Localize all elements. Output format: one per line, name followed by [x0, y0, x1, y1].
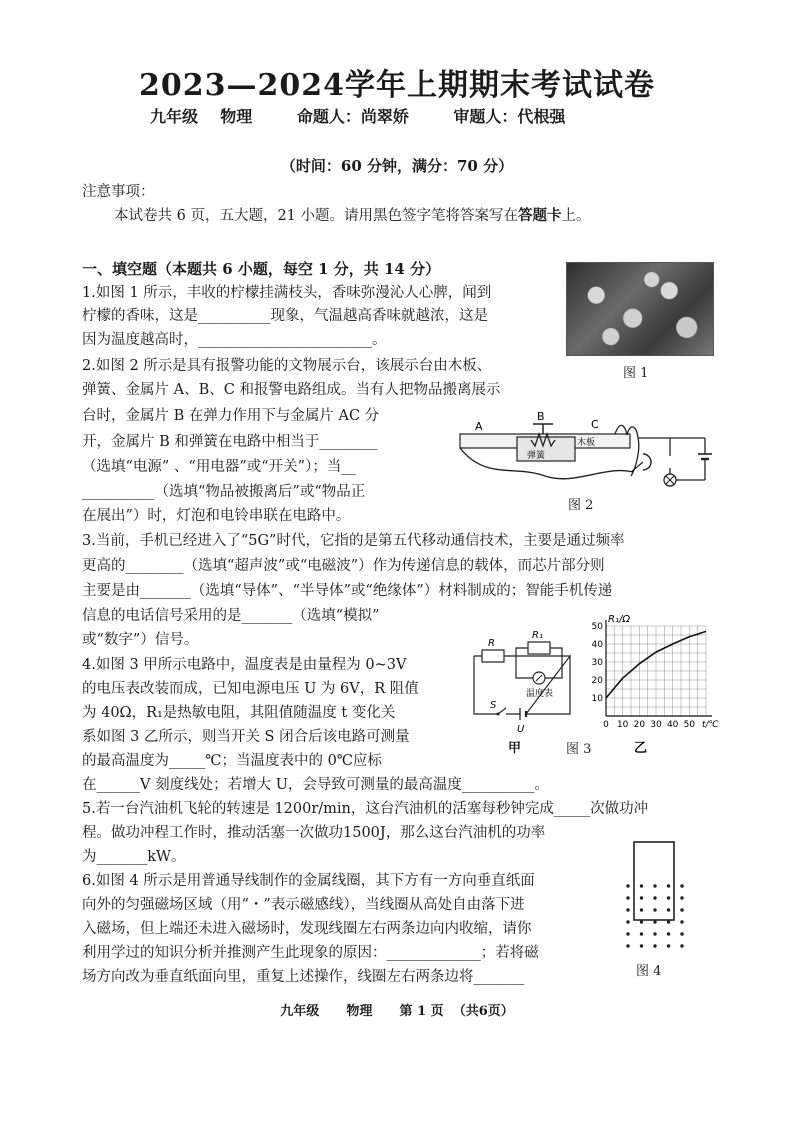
q1-line-3: 因为温度越高时，________________________。 — [82, 332, 387, 348]
q6-line-3: 入磁场，但上端还未进入磁场时，发现线圈左右两条边向内收缩，请你 — [82, 921, 532, 937]
label-spring: 弹簧 — [527, 451, 546, 461]
bell-icon — [643, 454, 651, 470]
q4-line-2: 的电压表改装而成，已知电源电压 U 为 6V，R 阻值 — [82, 681, 419, 697]
q6-line-1: 6.如图 4 所示是用普通导线制作的金属线圈，其下方有一方向垂直纸面 — [82, 873, 535, 889]
label-b: B — [537, 410, 545, 423]
exam-time: （时间：60 分钟，满分：70 分） — [280, 157, 514, 175]
circuit-diagram-jia — [460, 628, 585, 746]
q6-line-5: 场方向改为垂直纸面向里，重复上述操作，线圈左右两条边将_______ — [82, 969, 525, 985]
field-dot — [640, 896, 643, 899]
fig3-caption: 图 3 — [566, 742, 592, 757]
coil-magnetic-field-diagram — [622, 838, 688, 958]
q1-line-2: 柠檬的香味，这是__________现象，气温越高香味就越浓，这是 — [82, 308, 488, 324]
field-dot — [667, 944, 670, 947]
x-tick-label: 10 — [616, 720, 629, 730]
fig3-yi-label: 乙 — [634, 741, 648, 756]
thermistor-r1 — [528, 642, 550, 654]
q6-line-4: 利用学过的知识分析并推测产生此现象的原因：_____________；若将磁 — [82, 945, 539, 961]
switch-icon — [498, 708, 506, 714]
q4-line-1: 4.如图 3 甲所示电路中，温度表是由量程为 0~3V — [82, 657, 407, 673]
fig2-caption: 图 2 — [568, 498, 594, 513]
label-u: U — [517, 724, 525, 735]
lemon-tree-photo — [566, 262, 714, 356]
resistance-temperature-chart — [584, 612, 724, 757]
field-dot — [653, 908, 656, 911]
x-tick-label: 40 — [666, 720, 679, 730]
x-tick-label: 0 — [603, 720, 609, 730]
fig3-jia-label: 甲 — [508, 741, 522, 756]
q2-line-6: __________（选填“物品被搬离后”或“物品正 — [82, 484, 366, 500]
field-dot — [653, 884, 656, 887]
field-dot — [640, 920, 643, 923]
q2-line-2: 弹簧、金属片 A、B、C 和报警电路组成。当有人把物品搬离展示 — [82, 382, 501, 398]
field-dot — [640, 932, 643, 935]
field-dot — [640, 884, 643, 887]
field-dot — [680, 920, 683, 923]
field-dot — [667, 920, 670, 923]
fig4-caption: 图 4 — [636, 964, 662, 979]
q5-line-1: 5.若一台汽油机飞轮的转速是 1200r/min，这台汽油机的活塞每秒钟完成_____次做功冲 — [82, 801, 649, 817]
resistor-r — [482, 650, 504, 662]
field-dot — [653, 896, 656, 899]
field-dot — [626, 908, 629, 911]
q2-line-4: 开，金属片 B 和弹簧在电路中相当于________ — [82, 434, 378, 450]
field-dot — [667, 932, 670, 935]
field-dot — [680, 884, 683, 887]
q4-line-4: 系如图 3 乙所示，则当开关 S 闭合后该电路可测量 — [82, 729, 410, 745]
field-dot — [626, 920, 629, 923]
q4-line-3: 为 40Ω，R₁是热敏电阻，其阻值随温度 t 变化关 — [82, 705, 396, 721]
label-r1: R₁ — [532, 630, 543, 641]
exam-meta: 九年级 物理 命题人：尚翠娇 审题人：代根强 — [150, 107, 566, 126]
q2-line-3: 台时，金属片 B 在弹力作用下与金属片 AC 分 — [82, 408, 380, 424]
q4-line-5: 的最高温度为_____℃；当温度表中的 0℃应标 — [82, 753, 383, 769]
y-tick-label: 30 — [591, 658, 603, 668]
x-tick-label: 50 — [683, 720, 696, 730]
q4-line-6: 在______V 刻度线处；若增大 U，会导致可测量的最高温度__________。 — [82, 777, 549, 793]
field-dot — [653, 920, 656, 923]
y-tick-label: 50 — [591, 622, 603, 632]
label-meter: 温度表 — [526, 689, 554, 699]
x-tick-label: 30 — [650, 720, 662, 730]
field-dot — [667, 908, 670, 911]
x-axis-label: t/℃ — [702, 720, 719, 730]
q3-line-2: 更高的________（选填“超声波”或“电磁波”）作为传递信息的载体，而芯片部分则 — [82, 558, 605, 574]
field-dot — [626, 944, 629, 947]
q5-line-2: 程。做功冲程工作时，推动活塞一次做功1500J，那么这台汽油机的功率 — [82, 825, 546, 841]
magnetic-field-dots — [626, 884, 683, 947]
wood-board — [517, 437, 575, 461]
notice-heading: 注意事项： — [82, 184, 155, 200]
page-footer: 九年级 物理 第 1 页 （共6页） — [280, 1004, 514, 1019]
field-dot — [667, 884, 670, 887]
field-dot — [640, 908, 643, 911]
chart-grid — [606, 626, 706, 716]
fig1-caption: 图 1 — [623, 366, 649, 381]
q3-line-1: 3.当前，手机已经进入了“5G”时代，它指的是第五代移动通信技术，主要是通过频率 — [82, 533, 625, 549]
q3-line-4: 信息的电话信号采用的是_______（选填“模拟” — [82, 608, 380, 624]
q2-line-5: （选填“电源” 、“用电器”或“开关”）；当__ — [82, 459, 356, 475]
label-r: R — [488, 638, 495, 649]
y-tick-label: 40 — [591, 640, 603, 650]
field-dot — [626, 884, 629, 887]
q3-line-3: 主要是由_______（选填“导体”、“半导体”或“绝缘体”）材料制成的；智能手机传递 — [82, 583, 613, 599]
q5-line-3: 为_______kW。 — [82, 849, 186, 865]
field-dot — [680, 944, 683, 947]
label-a: A — [475, 420, 483, 433]
field-dot — [653, 932, 656, 935]
label-c: C — [591, 418, 599, 431]
notice-text-main: 本试卷共 6 页，五大题，21 小题。请用黑色签字笔将答案写在 — [114, 208, 519, 224]
field-dot — [680, 932, 683, 935]
field-dot — [680, 908, 683, 911]
exam-title: 2023—2024学年上期期末考试试卷 — [139, 68, 655, 103]
field-dot — [626, 932, 629, 935]
notice-text-end: 上。 — [561, 208, 591, 224]
q1-line-1: 1.如图 1 所示，丰收的柠檬挂满枝头，香味弥漫沁人心脾，闻到 — [82, 285, 492, 301]
field-dot — [653, 944, 656, 947]
q3-line-5: 或“数字”）信号。 — [82, 632, 199, 648]
q2-line-1: 2.如图 2 所示是具有报警功能的文物展示台，该展示台由木板、 — [82, 358, 492, 374]
label-s: S — [490, 700, 497, 711]
q6-line-2: 向外的匀强磁场区域（用“・”表示磁感线），当线圈从高处自由落下进 — [82, 897, 525, 913]
y-tick-label: 10 — [591, 694, 603, 704]
field-dot — [680, 896, 683, 899]
y-axis-label: R₁/Ω — [608, 614, 630, 625]
notice-text — [114, 205, 591, 227]
q2-line-7: 在展出”）时，灯泡和电铃串联在电路中。 — [82, 508, 351, 524]
label-board: 木板 — [577, 438, 596, 448]
metal-coil — [634, 842, 674, 920]
field-dot — [667, 896, 670, 899]
field-dot — [640, 944, 643, 947]
y-tick-label: 20 — [591, 676, 603, 686]
section-heading: 一、填空题（本题共 6 小题，每空 1 分，共 14 分） — [82, 260, 441, 278]
notice-answer-card: 答题卡 — [518, 207, 562, 224]
field-dot — [626, 896, 629, 899]
x-tick-label: 20 — [633, 720, 646, 730]
